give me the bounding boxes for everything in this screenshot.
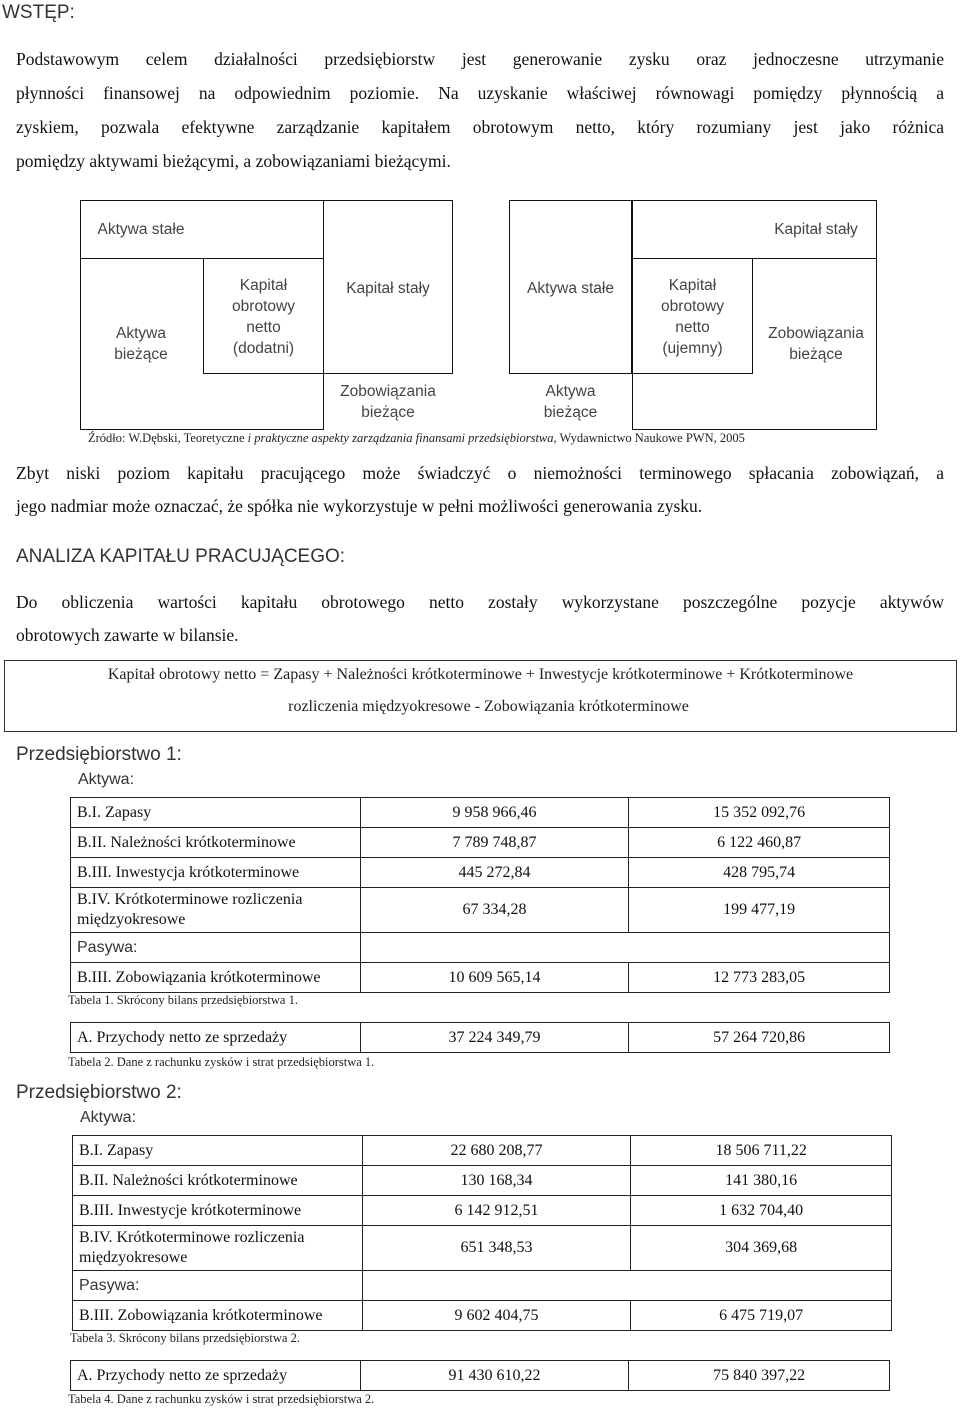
table-row xyxy=(73,1136,892,1166)
value-year2: 15 352 092,76 xyxy=(629,798,890,828)
empty-cell xyxy=(629,933,890,963)
intro-line: pomiędzy aktywami bieżącymi, a zobowiązaniami bieżącymi. xyxy=(16,151,451,171)
value-year2: 75 840 397,22 xyxy=(629,1361,890,1391)
formula-line-1: Kapitał obrotowy netto = Zapasy + Należności krótkoterminowe + Inwestycje krótkoterminowe + Krótkoterminowe xyxy=(107,666,854,683)
row-label: A. Przychody netto ze sprzedaży xyxy=(71,1361,361,1391)
source-suffix: , Wydawnictwo Naukowe PWN, 2005 xyxy=(553,431,745,445)
value-year2: 12 773 283,05 xyxy=(629,963,890,993)
label-kapital-staly-top: Kapitał stały xyxy=(774,221,858,238)
value-year1: 9 958 966,46 xyxy=(360,798,629,828)
row-label: B.III. Inwestycja krótkoterminowe xyxy=(71,858,361,888)
intro-line: płynności finansowej na odpowiednim poziomie. Na uzyskanie właściwej równowagi pomiędzy płynnością a xyxy=(16,83,944,103)
row-label: B.II. Należności krótkoterminowe xyxy=(71,828,361,858)
label-zobowiazania-right: Zobowiązania bieżące xyxy=(768,325,864,363)
firm2-pasywa-label: Pasywa: xyxy=(73,1271,363,1301)
table-row xyxy=(71,1361,890,1391)
value-year2: 428 795,74 xyxy=(629,858,890,888)
label-aktywa-biezace-left: Aktywa bieżące xyxy=(114,325,168,363)
table-row xyxy=(73,1301,892,1331)
firm1-pasywa-label: Pasywa: xyxy=(71,933,361,963)
label-aktywa-stale-mid: Aktywa stałe xyxy=(526,280,614,297)
pasywa-row xyxy=(73,1271,892,1301)
value-year1: 10 609 565,14 xyxy=(360,963,629,993)
paragraph-line: Do obliczenia wartości kapitału obrotowego netto zostały wykorzystane poszczególne pozycje aktywów xyxy=(16,592,944,612)
value-year1: 91 430 610,22 xyxy=(360,1361,629,1391)
firm1-table2-caption: Tabela 2. Dane z rachunku zysków i strat przedsiębiorstwa 1. xyxy=(68,1055,375,1069)
value-year2: 199 477,19 xyxy=(629,888,890,933)
value-year1: 9 602 404,75 xyxy=(362,1301,631,1331)
value-year2: 18 506 711,22 xyxy=(631,1136,892,1166)
row-label: B.III. Zobowiązania krótkoterminowe xyxy=(73,1301,363,1331)
empty-cell xyxy=(362,1271,631,1301)
section-heading-wstep: WSTĘP: xyxy=(2,2,75,23)
row-label: B.I. Zapasy xyxy=(71,798,361,828)
value-year2: 304 369,68 xyxy=(631,1226,892,1271)
value-year2: 6 475 719,07 xyxy=(631,1301,892,1331)
analysis-heading: ANALIZA KAPITAŁU PRACUJĄCEGO: xyxy=(16,546,346,567)
source-title: i praktyczne aspekty zarządzania finansami przedsiębiorstwa xyxy=(247,431,554,445)
firm2-table3-caption: Tabela 3. Skrócony bilans przedsiębiorstwa 2. xyxy=(70,1331,300,1345)
firm1-title: Przedsiębiorstwo 1: xyxy=(16,744,182,765)
paragraph-2 xyxy=(16,457,944,523)
row-label: B.II. Należności krótkoterminowe xyxy=(73,1166,363,1196)
table-row xyxy=(73,1196,892,1226)
firm2-aktywa-label: Aktywa: xyxy=(80,1109,137,1126)
empty-cell xyxy=(360,933,629,963)
value-year1: 67 334,28 xyxy=(360,888,629,933)
value-year1: 7 789 748,87 xyxy=(360,828,629,858)
source-note xyxy=(88,431,745,446)
label-kapital-obrotowy-ujemny: Kapitał obrotowy netto (ujemny) xyxy=(661,277,724,357)
table-row xyxy=(71,858,890,888)
table-row xyxy=(71,963,890,993)
firm2-sales-table xyxy=(70,1360,890,1391)
intro-paragraph xyxy=(16,42,944,178)
firm1-sales-table xyxy=(70,1022,890,1053)
value-year2: 57 264 720,86 xyxy=(629,1023,890,1053)
value-year1: 651 348,53 xyxy=(362,1226,631,1271)
row-label: B.III. Zobowiązania krótkoterminowe xyxy=(71,963,361,993)
paragraph-line: jego nadmiar może oznaczać, że spółka nie wykorzystuje w pełni możliwości generowania zysku. xyxy=(16,496,703,516)
row-label: B.III. Inwestycje krótkoterminowe xyxy=(73,1196,363,1226)
firm2-title: Przedsiębiorstwo 2: xyxy=(16,1082,182,1103)
firm1-aktywa-label: Aktywa: xyxy=(78,771,135,788)
value-year2: 6 122 460,87 xyxy=(629,828,890,858)
row-label: A. Przychody netto ze sprzedaży xyxy=(71,1023,361,1053)
label-aktywa-stale-top: Aktywa stałe xyxy=(97,221,185,238)
table-row xyxy=(71,1023,890,1053)
paragraph-line: Zbyt niski poziom kapitału pracującego może świadczyć o niemożności terminowego spłacania zobowiązań, a xyxy=(16,463,944,483)
pasywa-row xyxy=(71,933,890,963)
value-year1: 6 142 912,51 xyxy=(362,1196,631,1226)
intro-line: Podstawowym celem działalności przedsiębiorstw jest generowanie zysku oraz jednoczesne utrzymanie xyxy=(16,49,944,69)
value-year1: 130 168,34 xyxy=(362,1166,631,1196)
table-row xyxy=(73,1166,892,1196)
row-label: B.IV. Krótkoterminowe rozliczenia międzyokresowe xyxy=(73,1226,363,1271)
firm1-balance-table xyxy=(70,797,890,993)
label-zobowiazania-mid: Zobowiązania bieżące xyxy=(340,383,436,421)
table-row xyxy=(71,828,890,858)
value-year1: 22 680 208,77 xyxy=(362,1136,631,1166)
table-row xyxy=(71,798,890,828)
formula-line-2: rozliczenia międzyokresowe - Zobowiązania krótkoterminowe xyxy=(288,698,689,715)
formula-box xyxy=(4,660,957,732)
firm2-balance-table xyxy=(72,1135,892,1331)
paragraph-3 xyxy=(16,586,944,652)
empty-cell xyxy=(631,1271,892,1301)
firm2-table4-caption: Tabela 4. Dane z rachunku zysków i strat przedsiębiorstwa 2. xyxy=(68,1392,375,1406)
value-year1: 37 224 349,79 xyxy=(360,1023,629,1053)
source-prefix: Źródło: W.Dębski, Teoretyczne xyxy=(88,431,248,445)
value-year1: 445 272,84 xyxy=(360,858,629,888)
label-kapital-staly-mid: Kapitał stały xyxy=(346,280,430,297)
label-aktywa-biezace-mid: Aktywa bieżące xyxy=(543,383,598,421)
table-row xyxy=(71,888,890,933)
row-label: B.I. Zapasy xyxy=(73,1136,363,1166)
value-year2: 1 632 704,40 xyxy=(631,1196,892,1226)
firm1-table1-caption: Tabela 1. Skrócony bilans przedsiębiorstwa 1. xyxy=(68,993,298,1007)
label-kapital-obrotowy-dodatni: Kapitał obrotowy netto (dodatni) xyxy=(232,277,295,357)
value-year2: 141 380,16 xyxy=(631,1166,892,1196)
row-label: B.IV. Krótkoterminowe rozliczenia międzyokresowe xyxy=(71,888,361,933)
table-row xyxy=(73,1226,892,1271)
intro-line: zyskiem, pozwala efektywne zarządzanie kapitałem obrotowym netto, który rozumiany jest jako różnica xyxy=(16,117,944,137)
paragraph-line: obrotowych zawarte w bilansie. xyxy=(16,625,239,645)
